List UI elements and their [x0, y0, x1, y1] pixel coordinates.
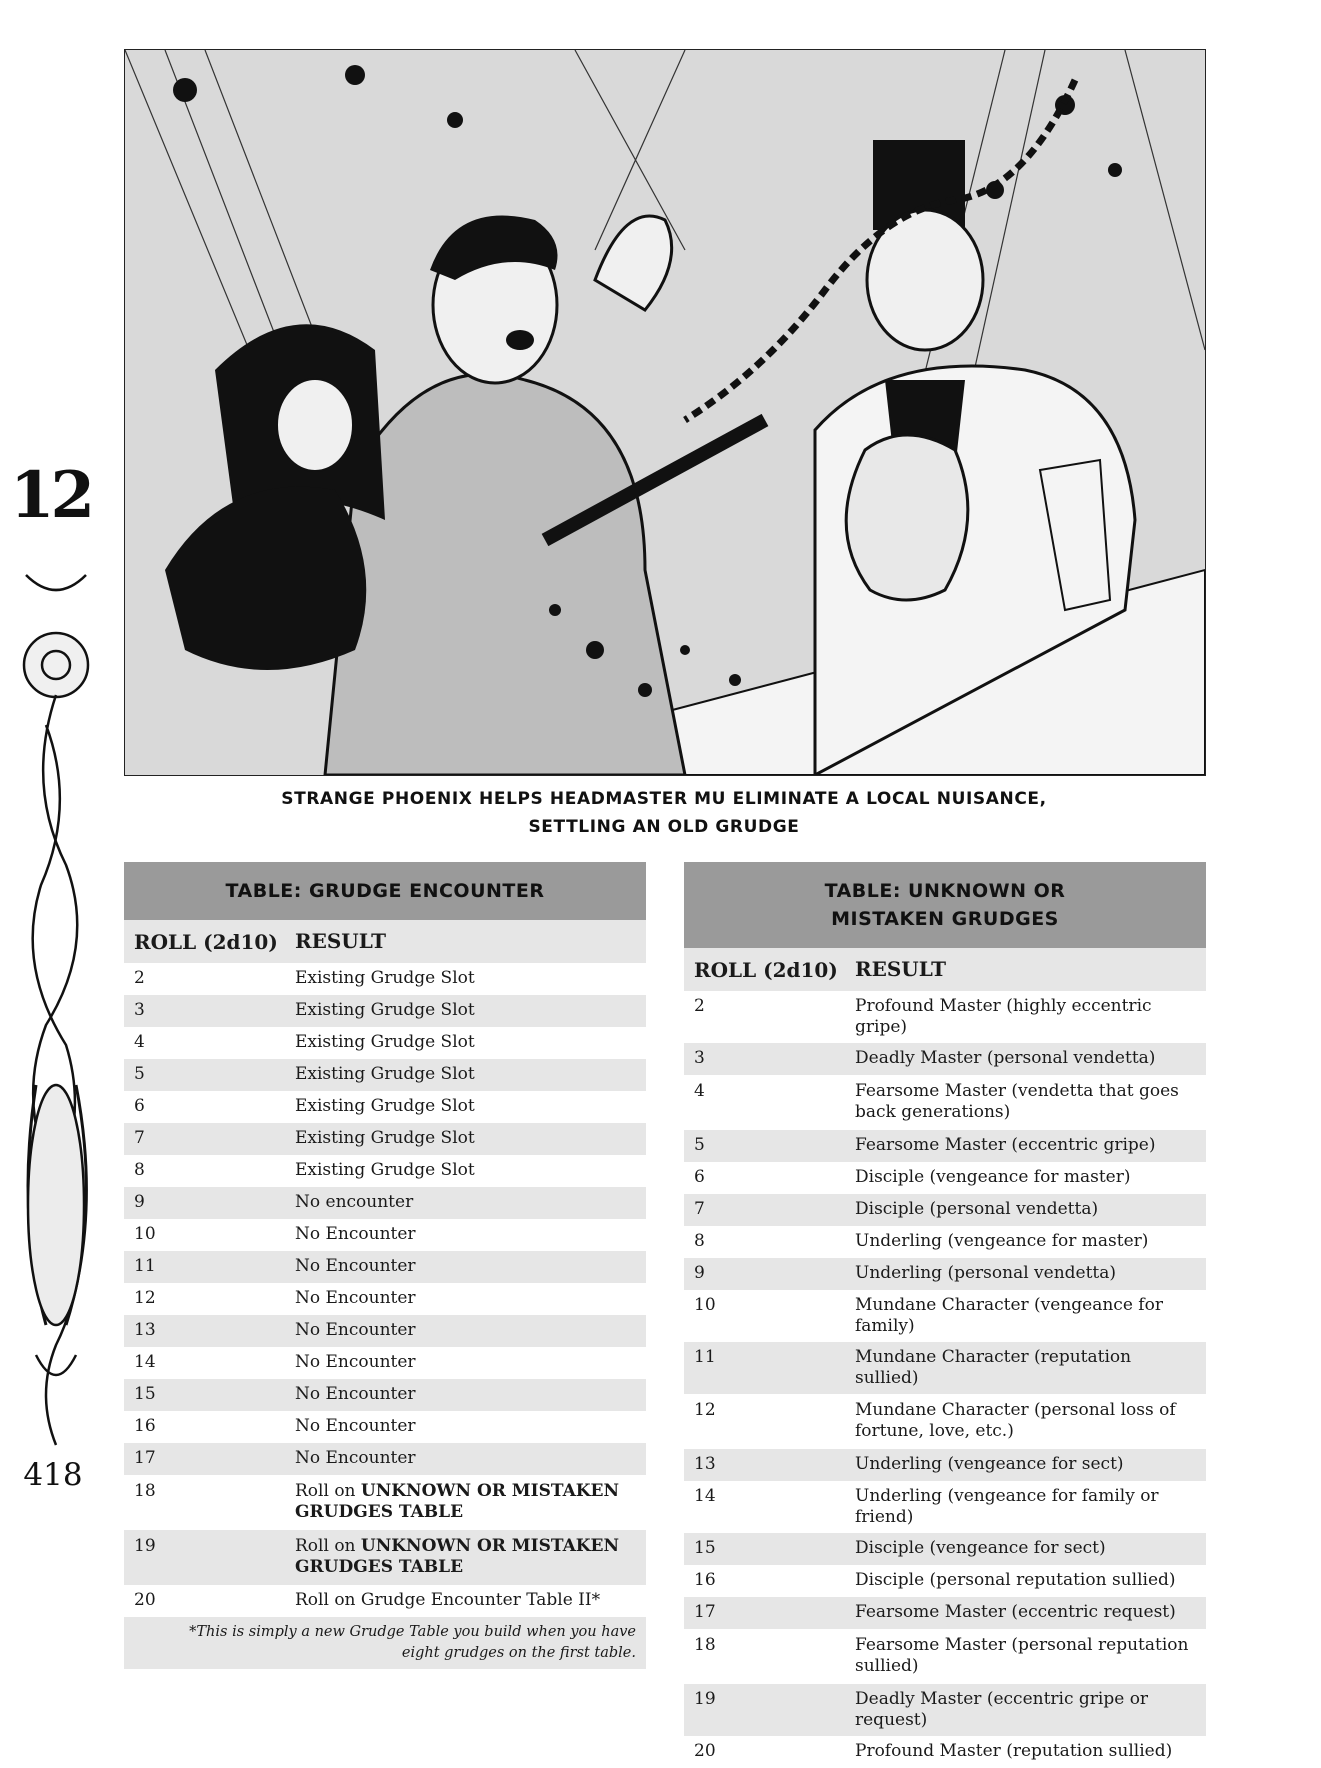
table-row [684, 1130, 1206, 1162]
roll-cell: 5 [134, 1064, 145, 1084]
result-cell: Existing Grudge Slot [295, 1128, 475, 1148]
roll-cell: 11 [694, 1347, 716, 1367]
roll-cell: 18 [134, 1481, 156, 1501]
result-cell: Roll on Grudge Encounter Table II* [295, 1590, 601, 1610]
roll-cell: 14 [694, 1486, 716, 1506]
result-cell: Mundane Character (personal loss of fortune, love, etc.) [855, 1400, 1176, 1441]
roll-cell: 17 [694, 1602, 716, 1622]
roll-cell: 15 [134, 1384, 156, 1404]
result-cell: Disciple (vengeance for master) [855, 1167, 1131, 1187]
table-row [684, 1565, 1206, 1597]
roll-cell: 20 [694, 1741, 716, 1761]
result-cell: Existing Grudge Slot [295, 1096, 475, 1116]
table-row [124, 1091, 646, 1123]
result-cell: No Encounter [295, 1256, 416, 1276]
table-row [684, 1162, 1206, 1194]
table-row [684, 1394, 1206, 1449]
table-row [124, 963, 646, 995]
roll-cell: 2 [134, 968, 145, 988]
roll-cell: 4 [694, 1081, 705, 1101]
result-cell: Underling (vengeance for master) [855, 1231, 1149, 1251]
table-row [684, 1258, 1206, 1290]
roll-cell: 13 [134, 1320, 156, 1340]
page-number: 418 [23, 1457, 83, 1493]
roll-cell: 3 [694, 1048, 705, 1068]
roll-cell: 9 [694, 1263, 705, 1283]
result-cell: Mundane Character (reputation sullied) [855, 1347, 1132, 1388]
illustration [124, 49, 1206, 776]
result-cell: No Encounter [295, 1352, 416, 1372]
result-cell: Underling (vengeance for family or friend) [855, 1486, 1159, 1527]
result-cell: Disciple (personal vendetta) [855, 1199, 1099, 1219]
result-cell: No Encounter [295, 1224, 416, 1244]
result-cell: Fearsome Master (eccentric gripe) [855, 1135, 1156, 1155]
table-reference: UNKNOWN OR MISTAKEN GRUDGES TABLE [295, 1481, 620, 1522]
table-row [684, 1629, 1206, 1684]
table-row [124, 1027, 646, 1059]
table-body [124, 963, 646, 1617]
roll-cell: 10 [134, 1224, 156, 1244]
result-cell: Profound Master (highly eccentric gripe) [855, 996, 1152, 1037]
table-row [124, 1411, 646, 1443]
roll-cell: 7 [694, 1199, 705, 1219]
table-row [684, 1194, 1206, 1226]
result-cell: No Encounter [295, 1384, 416, 1404]
roll-cell: 20 [134, 1590, 156, 1610]
roll-cell: 16 [134, 1416, 156, 1436]
roll-cell: 16 [694, 1570, 716, 1590]
table-row [684, 1290, 1206, 1342]
roll-cell: 11 [134, 1256, 156, 1276]
roll-cell: 2 [694, 996, 705, 1016]
table-row [124, 1530, 646, 1585]
roll-cell: 19 [694, 1689, 716, 1709]
table-row [684, 1226, 1206, 1258]
roll-cell: 9 [134, 1192, 145, 1212]
roll-cell: 13 [694, 1454, 716, 1474]
result-cell: Fearsome Master (vendetta that goes back generations) [855, 1081, 1179, 1122]
result-cell: Roll on UNKNOWN OR MISTAKEN GRUDGES TABLE [295, 1481, 620, 1522]
roll-cell: 17 [134, 1448, 156, 1468]
table-row [124, 1475, 646, 1530]
roll-cell: 5 [694, 1135, 705, 1155]
roll-cell: 15 [694, 1538, 716, 1558]
roll-cell: 8 [694, 1231, 705, 1251]
table-row [684, 1481, 1206, 1533]
result-cell: Disciple (vengeance for sect) [855, 1538, 1106, 1558]
column-headers [124, 920, 646, 963]
roll-cell: 4 [134, 1032, 145, 1052]
result-cell: Existing Grudge Slot [295, 1064, 475, 1084]
grudge-encounter-table [124, 862, 646, 1669]
table-row [124, 1283, 646, 1315]
table-row [124, 1123, 646, 1155]
result-cell: Fearsome Master (eccentric request) [855, 1602, 1176, 1622]
result-cell: Profound Master (reputation sullied) [855, 1741, 1173, 1761]
result-cell: Mundane Character (vengeance for family) [855, 1295, 1163, 1336]
result-cell: Deadly Master (eccentric gripe or request) [855, 1689, 1149, 1730]
table-reference: UNKNOWN OR MISTAKEN GRUDGES TABLE [295, 1536, 620, 1577]
table-body [684, 991, 1206, 1768]
roll-cell: 6 [694, 1167, 705, 1187]
table-row [124, 1379, 646, 1411]
result-cell: Underling (personal vendetta) [855, 1263, 1117, 1283]
result-cell: Disciple (personal reputation sullied) [855, 1570, 1176, 1590]
result-cell: No Encounter [295, 1288, 416, 1308]
result-cell: No Encounter [295, 1416, 416, 1436]
roll-cell: 12 [694, 1400, 716, 1420]
table-row [684, 1736, 1206, 1768]
roll-cell: 14 [134, 1352, 156, 1372]
roll-cell: 18 [694, 1635, 716, 1655]
col-result: RESULT [295, 929, 387, 953]
table-row [684, 1043, 1206, 1075]
table-row [684, 1449, 1206, 1481]
result-cell: No encounter [295, 1192, 414, 1212]
table-row [124, 1251, 646, 1283]
col-roll: ROLL (2d10) [694, 957, 838, 982]
roll-cell: 6 [134, 1096, 145, 1116]
column-headers [684, 948, 1206, 991]
table-row [684, 1533, 1206, 1565]
roll-cell: 3 [134, 1000, 145, 1020]
table-row [124, 1443, 646, 1475]
table-row [124, 1219, 646, 1251]
chapter-number: 12 [10, 458, 92, 533]
table-row [124, 995, 646, 1027]
result-cell: No Encounter [295, 1448, 416, 1468]
table-row [684, 1075, 1206, 1130]
result-cell: Existing Grudge Slot [295, 1000, 475, 1020]
result-cell: Roll on UNKNOWN OR MISTAKEN GRUDGES TABLE [295, 1536, 620, 1577]
result-cell: Existing Grudge Slot [295, 1032, 475, 1052]
table-row [124, 1315, 646, 1347]
roll-cell: 12 [134, 1288, 156, 1308]
result-cell: Existing Grudge Slot [295, 1160, 475, 1180]
table-title: TABLE: UNKNOWN OR MISTAKEN GRUDGES [684, 862, 1206, 948]
table-footnote: *This is simply a new Grudge Table you build when you have eight grudges on the first table. [124, 1617, 646, 1669]
unknown-grudges-table [684, 862, 1206, 1768]
table-title: TABLE: GRUDGE ENCOUNTER [124, 862, 646, 920]
phoenix-border-icon [6, 565, 106, 1455]
table-row [124, 1585, 646, 1617]
roll-cell: 19 [134, 1536, 156, 1556]
table-row [684, 1597, 1206, 1629]
roll-cell: 10 [694, 1295, 716, 1315]
result-cell: Underling (vengeance for sect) [855, 1454, 1124, 1474]
table-row [124, 1059, 646, 1091]
table-row [124, 1347, 646, 1379]
result-cell: Existing Grudge Slot [295, 968, 475, 988]
result-cell: Deadly Master (personal vendetta) [855, 1048, 1156, 1068]
result-cell: Fearsome Master (personal reputation sullied) [855, 1635, 1189, 1676]
table-row [684, 1684, 1206, 1736]
table-row [124, 1187, 646, 1219]
caption-line-2: SETTLING AN OLD GRUDGE [528, 817, 800, 837]
table-row [684, 1342, 1206, 1394]
result-cell: No Encounter [295, 1320, 416, 1340]
roll-cell: 8 [134, 1160, 145, 1180]
col-result: RESULT [855, 957, 947, 981]
caption-line-1: STRANGE PHOENIX HELPS HEADMASTER MU ELIMINATE A LOCAL NUISANCE, [281, 789, 1047, 809]
table-row [124, 1155, 646, 1187]
table-row [684, 991, 1206, 1043]
col-roll: ROLL (2d10) [134, 929, 278, 954]
roll-cell: 7 [134, 1128, 145, 1148]
